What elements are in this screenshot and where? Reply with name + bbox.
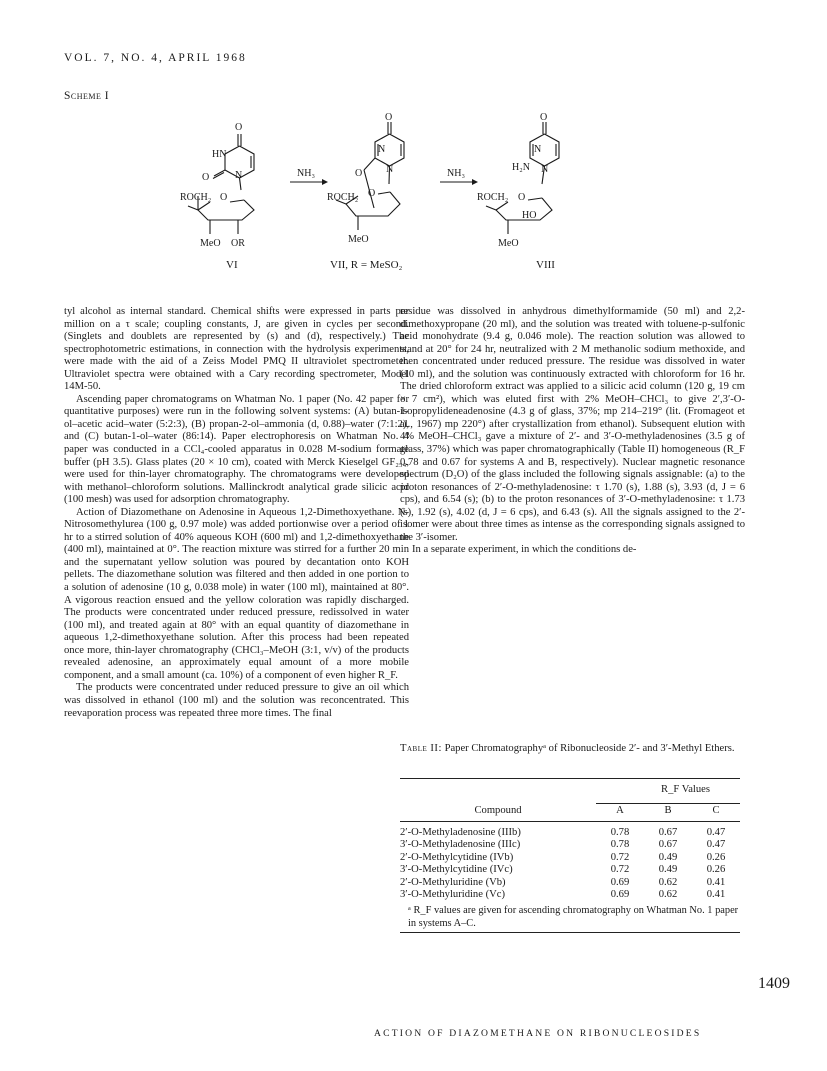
atom-o: O <box>202 172 210 183</box>
table-cell: 0.49 <box>658 851 678 863</box>
paragraph: residue was dissolved in anhydrous dimethylformamide (50 ml) and 2,2-dimethoxypropane (20 ml), and the solution was treated with toluene-p-sulfonic acid monohydrate (9.4 g, 0.046 mole). The reaction solution was allowed to stand at 20° for 24 hr, neutralized with 2 M methanolic sodium methoxide, and then concentrated under reduced pressure. The residue was dissolved in water (10 ml), and the solution was continuously extracted with chloroform for 16 hr. The dried chloroform extract was applied to a silicic acid column (120 g, 19 cm × 7 cm²), which was eluted first with 2% MeOH–CHCl₃ to give 2′,3′-O-isopropylideneadenosine (4.3 g of glass, 37%; mp 214–219° (lit. (Fromageot et al., 1967) mp 220°) after crystallization from ethanol). Subsequent elution with 4% MeOH–CHCl₃ gave a mixture of 2′- and 3′-O-methyladenosines (3.5 g of glass, 37%) which was paper chromatographically (Table II) homogeneous (R_F 0.78 and 0.67 for systems A and B, respectively). Nuclear magnetic resonance spectrum (D₂O) of the glass included the following signals assignable: (a) to the proton resonances of 2′-O-methyladenosine: τ 1.70 (s), 1.88 (s), 3.93 (d, J = 6 cps), and 6.54 (s); (b) to the proton resonances of 3′-O-methyladenosine: τ 1.73 (s), 1.92 (s), 4.02 (d, J = 6 cps), and 6.43 (s). All the signals assigned to the 2′-isomer were about three times as intense as the corresponding signals assigned to the 3′-isomer. <box>400 306 745 543</box>
table-footnote: ᵃ R_F values are given for ascending chromatography on Whatman No. 1 paper in systems A–C. <box>408 905 739 929</box>
column-header: Compound <box>474 804 522 816</box>
table-caption <box>400 742 745 755</box>
table-cell: 0.78 <box>610 839 630 851</box>
column-header: C <box>712 804 720 816</box>
atom-meo: MeO <box>200 238 221 249</box>
table-row <box>400 839 740 852</box>
table-cell: 0.67 <box>658 839 678 851</box>
column-header: A <box>616 804 624 816</box>
paragraph: In a separate experiment, in which the conditions de- <box>412 544 637 556</box>
paragraph: Action of Diazomethane on Adenosine in Aqueous 1,2-Dimethoxyethane. N-Nitrosomethylurea (100 g, 0.97 mole) was added portionwise over a period of 1 hr to a stirred solution of 40% aqueous KOH (600 ml) and 1,2-dimethoxyethane (400 ml), maintained at 0°. The reaction mixture was stirred for a further 20 min and the supernatant yellow solution was poured by decantation onto KOH pellets. The diazomethane solution was filtered and then added in one portion to a solution of adenosine (10 g, 0.038 mole) in water (100 ml), maintained at 80°. A vigorous reaction ensued and the yellow coloration was rapidly discharged. The products were concentrated under reduced pressure, redissolved in water (100 ml), and treated again at 80° with an equal quantity of diazomethane in aqueous 1,2-dimethoxyethane solution. After this process had been repeated once more, thin-layer chromatography (CHCl₃–MeOH (3:1, v/v) of the products revealed adenosine, an approximately equal amount of a more mobile component, and a small amount (ca. 10%) of a component of even higher R_F. <box>64 506 409 681</box>
compound-label-vi: VI <box>226 259 238 271</box>
table-cell: 0.47 <box>706 839 726 851</box>
table-row <box>400 851 740 864</box>
table-label: Table II: <box>400 743 442 754</box>
reagent-nh3: NH₃ <box>447 168 465 179</box>
atom-h2n: H₂N <box>512 162 530 173</box>
atom-n: N <box>386 164 394 175</box>
table-cell: 0.67 <box>658 826 678 838</box>
table-header-rule <box>400 821 740 822</box>
body-column-right <box>400 306 745 557</box>
scheme-label: Scheme I <box>64 90 110 102</box>
table-cell: 0.78 <box>610 826 630 838</box>
compound-label-viii: VIII <box>536 259 555 271</box>
table-cell: 0.41 <box>706 889 726 901</box>
running-foot: ACTION OF DIAZOMETHANE ON RIBONUCLEOSIDES <box>374 1028 702 1039</box>
table-cell: 0.41 <box>706 876 726 888</box>
atom-o: O <box>385 112 393 123</box>
compound-label-vii: VII, R = MeSO₂ <box>330 259 403 271</box>
atom-meo: MeO <box>348 234 369 245</box>
group-header-rule <box>596 803 740 804</box>
table-row <box>400 876 740 889</box>
table-cell: 0.62 <box>658 876 678 888</box>
table-cell: 0.49 <box>658 864 678 876</box>
table-cell: 0.26 <box>706 851 726 863</box>
table-cell: 0.47 <box>706 826 726 838</box>
table-cell: 0.72 <box>610 851 630 863</box>
column-header: B <box>664 804 672 816</box>
table-cell: 2′-O-Methyluridine (Vb) <box>400 876 506 888</box>
atom-n: N <box>235 170 243 181</box>
table-cell: 0.72 <box>610 864 630 876</box>
table-cell: 2′-O-Methyladenosine (IIIb) <box>400 826 521 838</box>
paragraph: The products were concentrated under reduced pressure to give an oil which was dissolved in ethanol (100 ml) and the solution was reconcentrated. This reevaporation process was repeated three more times. The final <box>64 682 409 719</box>
atom-hn: HN <box>212 149 227 160</box>
atom-o: O <box>355 168 363 179</box>
table-row <box>400 864 740 877</box>
table-cell: 3′-O-Methyluridine (Vc) <box>400 889 505 901</box>
atom-n: N <box>378 144 386 155</box>
rf-table <box>400 778 740 933</box>
running-head: VOL. 7, NO. 4, APRIL 1968 <box>64 52 247 64</box>
table-cell: 0.69 <box>610 876 630 888</box>
table-group-header: R_F Values <box>661 783 710 795</box>
arrow-head <box>472 179 478 185</box>
atom-o: O <box>518 192 526 203</box>
body-column-left <box>64 306 409 720</box>
page-number: 1409 <box>758 975 790 992</box>
atom-o: O <box>368 188 376 199</box>
atom-o: O <box>220 192 228 203</box>
table-cell: 2′-O-Methylcytidine (IVb) <box>400 851 514 863</box>
reagent-nh3: NH₃ <box>297 168 315 179</box>
paragraph: tyl alcohol as internal standard. Chemical shifts were expressed in parts per million on a τ scale; coupling constants, J, are given in cycles per second. (Singlets and doublets are represented by (s) and (d), respectively.) The spectrophotometric estimations, in connection with the hydrolysis experiments, were made with the aid of a Zeiss Model PMQ II ultraviolet spectrometer. Ultraviolet spectra were obtained with a Cary recording spectrometer, Model 14M-50. <box>64 306 409 393</box>
atom-o: O <box>540 112 548 123</box>
table-cell: 3′-O-Methylcytidine (IVc) <box>400 864 513 876</box>
table-bottom-rule <box>400 932 740 933</box>
atom-o: O <box>235 122 243 133</box>
reaction-scheme <box>150 112 610 272</box>
atom-roch2: ROCH₂ <box>180 192 212 203</box>
table-cell: 0.62 <box>658 889 678 901</box>
atom-roch2: ROCH₂ <box>327 192 359 203</box>
table-caption-text: Paper Chromatographyᵃ of Ribonucleoside 2′- and 3′-Methyl Ethers. <box>444 743 735 754</box>
atom-n: N <box>534 144 542 155</box>
table-row <box>400 826 740 839</box>
atom-or: OR <box>231 238 245 249</box>
paragraph: Ascending paper chromatograms on Whatman No. 1 paper (No. 42 paper for quantitative purposes) were run in the following solvent systems: (A) butan-1-ol–acetic acid–water (5:2:3), (B) propan-2-ol–ammonia (d, 0.88)–water (7:1:2), and (C) butan-1-ol–water (86:14). Paper electrophoresis on Whatman No. 4 paper was conducted in a CCl₄-cooled apparatus in 0.028 M-sodium formate buffer (pH 3.5). Glass plates (20 × 10 cm), coated with Merck Kieselgel GF₂₅₄, were used for thin-layer chromatography. The chromatograms were developed with methanol–chloroform solutions. Mallinckrodt analytical grade silicic acid (100 mesh) was used for adsorption chromatography. <box>64 393 409 506</box>
table-row <box>400 889 740 902</box>
atom-n: N <box>541 164 549 175</box>
compound-vii-structure <box>336 122 404 230</box>
atom-roch2: ROCH₂ <box>477 192 509 203</box>
table-cell: 0.69 <box>610 889 630 901</box>
atom-ho: HO <box>522 210 537 221</box>
arrow-head <box>322 179 328 185</box>
table-cell: 3′-O-Methyladenosine (IIIc) <box>400 839 521 851</box>
table-cell: 0.26 <box>706 864 726 876</box>
atom-meo: MeO <box>498 238 519 249</box>
